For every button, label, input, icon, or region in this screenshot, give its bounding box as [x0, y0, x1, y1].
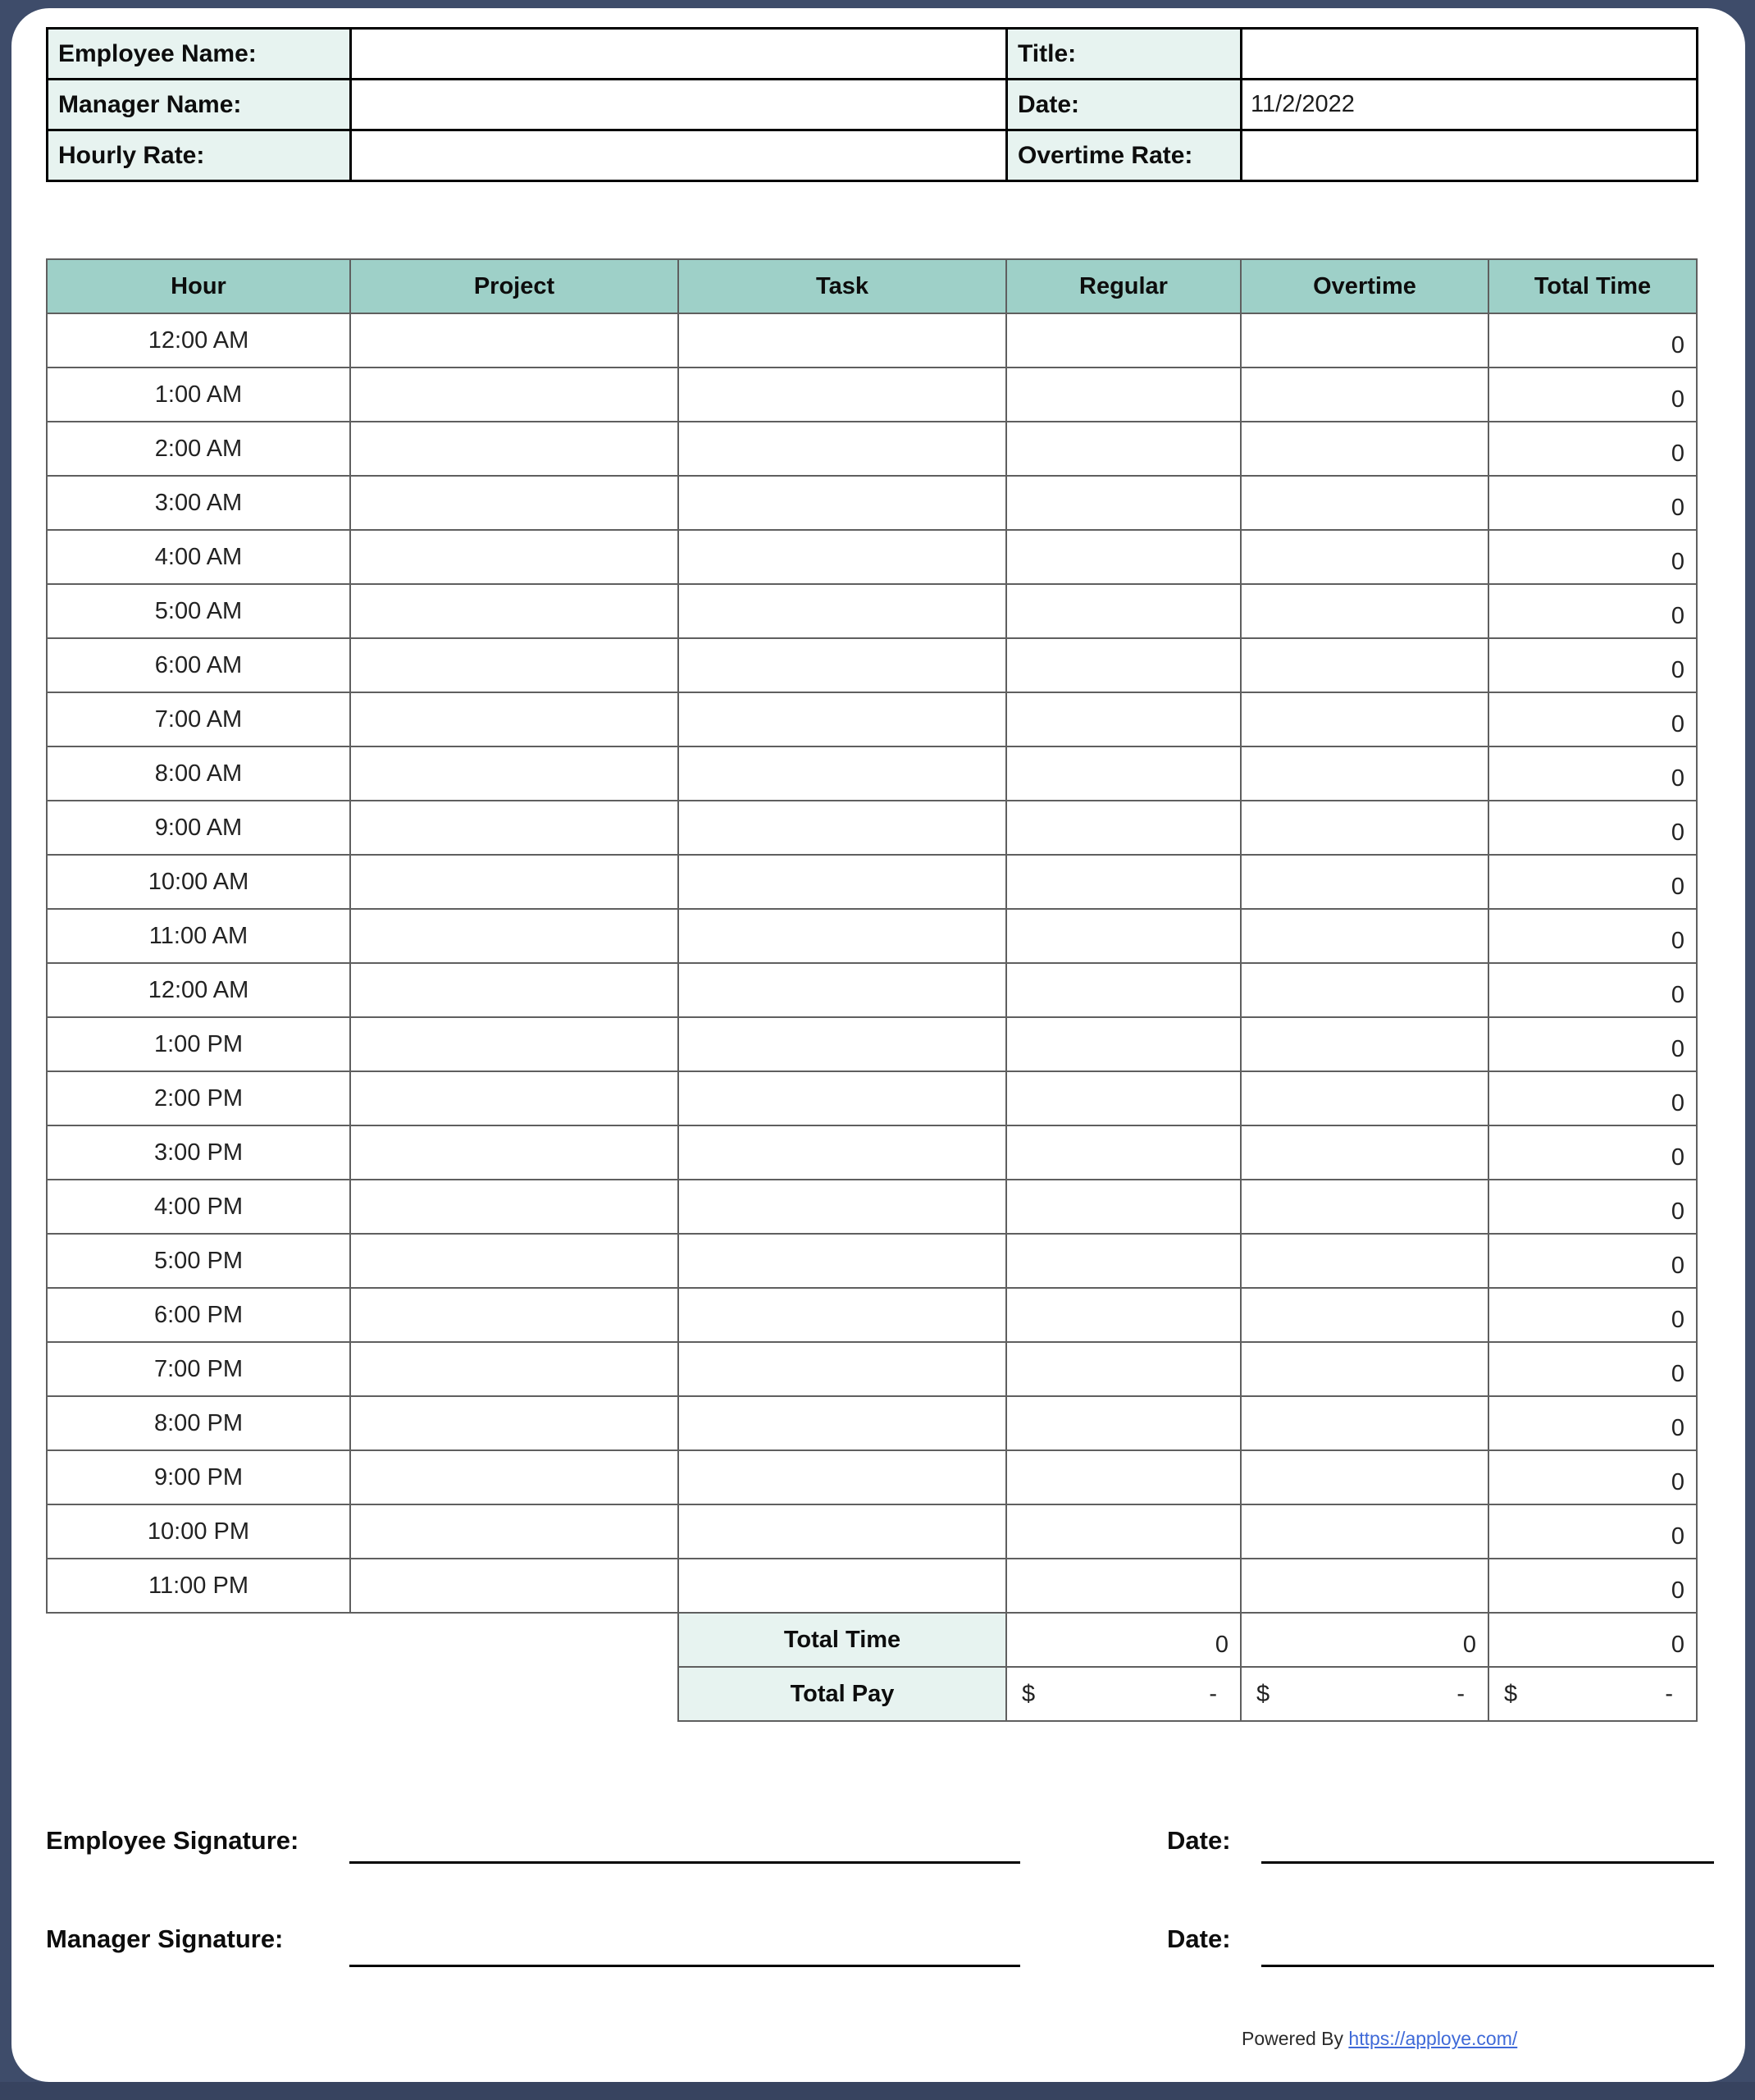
project-cell[interactable] [351, 910, 679, 964]
total-time-value: 0 [1489, 1289, 1698, 1343]
regular-cell[interactable] [1007, 747, 1242, 801]
overtime-cell[interactable] [1242, 639, 1489, 693]
overtime-cell[interactable] [1242, 856, 1489, 910]
column-header-hour: Hour [48, 260, 351, 314]
total-time-value: 0 [1489, 1451, 1698, 1505]
overtime-cell[interactable] [1242, 964, 1489, 1018]
manager-signature-label: Manager Signature: [46, 1924, 284, 1953]
manager-name-label: Manager Name: [48, 80, 352, 131]
hour-label: 9:00 PM [48, 1451, 351, 1505]
task-cell[interactable] [679, 693, 1007, 747]
regular-cell[interactable] [1007, 856, 1242, 910]
regular-cell[interactable] [1007, 1235, 1242, 1289]
overtime-cell[interactable] [1242, 1397, 1489, 1451]
project-cell[interactable] [351, 368, 679, 422]
hourly-rate-value[interactable] [352, 131, 1008, 182]
manager-signature-line [349, 1965, 1020, 1967]
total-time-value: 0 [1489, 422, 1698, 477]
total-time-value: 0 [1489, 801, 1698, 856]
regular-cell[interactable] [1007, 1397, 1242, 1451]
total-time-value: 0 [1489, 585, 1698, 639]
regular-cell[interactable] [1007, 639, 1242, 693]
overtime-cell[interactable] [1242, 693, 1489, 747]
project-cell[interactable] [351, 1289, 679, 1343]
employee-name-value[interactable] [352, 30, 1008, 80]
employee-signature-label: Employee Signature: [46, 1826, 299, 1855]
total-time-value: 0 [1489, 1505, 1698, 1559]
total-time-value: 0 [1489, 1180, 1698, 1235]
column-header-task: Task [679, 260, 1007, 314]
total-time-value: 0 [1489, 964, 1698, 1018]
total-time-total-value: 0 [1489, 1614, 1698, 1668]
regular-cell[interactable] [1007, 368, 1242, 422]
overtime-cell[interactable] [1242, 477, 1489, 531]
project-cell[interactable] [351, 531, 679, 585]
regular-cell[interactable] [1007, 1451, 1242, 1505]
project-cell[interactable] [351, 1505, 679, 1559]
column-header-project: Project [351, 260, 679, 314]
total-time-value: 0 [1489, 477, 1698, 531]
total-time-value: 0 [1489, 693, 1698, 747]
project-cell[interactable] [351, 1559, 679, 1614]
task-cell[interactable] [679, 477, 1007, 531]
overtime-rate-value[interactable] [1242, 131, 1698, 182]
task-cell[interactable] [679, 1397, 1007, 1451]
project-cell[interactable] [351, 1072, 679, 1126]
project-cell[interactable] [351, 801, 679, 856]
amount-dash: - [1209, 1680, 1217, 1707]
overtime-cell[interactable] [1242, 368, 1489, 422]
hour-label: 9:00 AM [48, 801, 351, 856]
hour-label: 1:00 AM [48, 368, 351, 422]
dollar-sign: $ [1504, 1680, 1518, 1707]
project-cell[interactable] [351, 314, 679, 368]
hour-label: 6:00 AM [48, 639, 351, 693]
task-cell[interactable] [679, 964, 1007, 1018]
hour-label: 4:00 AM [48, 531, 351, 585]
total-time-value: 0 [1489, 639, 1698, 693]
hour-label: 10:00 AM [48, 856, 351, 910]
column-header-regular: Regular [1007, 260, 1242, 314]
task-cell[interactable] [679, 1126, 1007, 1180]
regular-cell[interactable] [1007, 964, 1242, 1018]
regular-cell[interactable] [1007, 801, 1242, 856]
task-cell[interactable] [679, 639, 1007, 693]
overtime-cell[interactable] [1242, 1018, 1489, 1072]
task-cell[interactable] [679, 585, 1007, 639]
summary-table [677, 1612, 1698, 1722]
overtime-cell[interactable] [1242, 1235, 1489, 1289]
total-time-value: 0 [1489, 1072, 1698, 1126]
amount-dash: - [1665, 1680, 1673, 1707]
task-cell[interactable] [679, 747, 1007, 801]
column-header-total-time: Total Time [1489, 260, 1698, 314]
project-cell[interactable] [351, 1126, 679, 1180]
powered-by-text: Powered By [1242, 2028, 1344, 2049]
total-time-value: 0 [1489, 531, 1698, 585]
total-time-label: Total Time [679, 1614, 1007, 1668]
regular-cell[interactable] [1007, 585, 1242, 639]
hour-label: 8:00 AM [48, 747, 351, 801]
hour-label: 8:00 PM [48, 1397, 351, 1451]
hour-label: 12:00 AM [48, 964, 351, 1018]
hour-label: 7:00 PM [48, 1343, 351, 1397]
total-pay-label: Total Pay [679, 1668, 1007, 1722]
hour-label: 3:00 AM [48, 477, 351, 531]
overtime-rate-label: Overtime Rate: [1008, 131, 1242, 182]
total-time-overtime-value: 0 [1242, 1614, 1489, 1668]
total-time-value: 0 [1489, 368, 1698, 422]
regular-cell[interactable] [1007, 422, 1242, 477]
total-pay-regular-value [1007, 1668, 1242, 1722]
overtime-cell[interactable] [1242, 910, 1489, 964]
regular-cell[interactable] [1007, 1343, 1242, 1397]
total-time-value: 0 [1489, 747, 1698, 801]
employee-date-line [1261, 1861, 1714, 1864]
hour-label: 6:00 PM [48, 1289, 351, 1343]
overtime-cell[interactable] [1242, 1343, 1489, 1397]
task-cell[interactable] [679, 856, 1007, 910]
apploye-link[interactable]: https://apploye.com/ [1348, 2028, 1518, 2049]
overtime-cell[interactable] [1242, 1072, 1489, 1126]
regular-cell[interactable] [1007, 1289, 1242, 1343]
overtime-cell[interactable] [1242, 1451, 1489, 1505]
task-cell[interactable] [679, 1343, 1007, 1397]
hour-label: 12:00 AM [48, 314, 351, 368]
task-cell[interactable] [679, 1235, 1007, 1289]
amount-dash: - [1456, 1680, 1465, 1707]
manager-name-value[interactable] [352, 80, 1008, 131]
regular-cell[interactable] [1007, 477, 1242, 531]
date-value[interactable]: 11/2/2022 [1242, 80, 1698, 131]
hour-label: 3:00 PM [48, 1126, 351, 1180]
task-cell[interactable] [679, 1505, 1007, 1559]
regular-cell[interactable] [1007, 531, 1242, 585]
regular-cell[interactable] [1007, 1018, 1242, 1072]
footer [1242, 2028, 1517, 2050]
project-cell[interactable] [351, 585, 679, 639]
date-label: Date: [1008, 80, 1242, 131]
task-cell[interactable] [679, 1180, 1007, 1235]
info-table [46, 27, 1698, 182]
total-time-value: 0 [1489, 1126, 1698, 1180]
project-cell[interactable] [351, 639, 679, 693]
title-value[interactable] [1242, 30, 1698, 80]
project-cell[interactable] [351, 1451, 679, 1505]
employee-name-label: Employee Name: [48, 30, 352, 80]
total-time-value: 0 [1489, 1343, 1698, 1397]
total-pay-total-value [1489, 1668, 1698, 1722]
project-cell[interactable] [351, 477, 679, 531]
manager-date-label: Date: [1167, 1924, 1231, 1953]
project-cell[interactable] [351, 1343, 679, 1397]
regular-cell[interactable] [1007, 1559, 1242, 1614]
column-header-overtime: Overtime [1242, 260, 1489, 314]
total-time-value: 0 [1489, 856, 1698, 910]
project-cell[interactable] [351, 856, 679, 910]
project-cell[interactable] [351, 693, 679, 747]
regular-cell[interactable] [1007, 1126, 1242, 1180]
project-cell[interactable] [351, 747, 679, 801]
total-time-value: 0 [1489, 910, 1698, 964]
task-cell[interactable] [679, 801, 1007, 856]
hour-label: 5:00 PM [48, 1235, 351, 1289]
total-time-value: 0 [1489, 1018, 1698, 1072]
project-cell[interactable] [351, 1235, 679, 1289]
overtime-cell[interactable] [1242, 1126, 1489, 1180]
timesheet-table [46, 258, 1698, 1614]
overtime-cell[interactable] [1242, 422, 1489, 477]
frame-bottom-strip [0, 2082, 1755, 2100]
overtime-cell[interactable] [1242, 801, 1489, 856]
task-cell[interactable] [679, 531, 1007, 585]
project-cell[interactable] [351, 1018, 679, 1072]
task-cell[interactable] [679, 1072, 1007, 1126]
overtime-cell[interactable] [1242, 1505, 1489, 1559]
task-cell[interactable] [679, 1018, 1007, 1072]
hour-label: 10:00 PM [48, 1505, 351, 1559]
hour-label: 4:00 PM [48, 1180, 351, 1235]
dollar-sign: $ [1256, 1680, 1270, 1707]
hour-label: 11:00 AM [48, 910, 351, 964]
hourly-rate-label: Hourly Rate: [48, 131, 352, 182]
project-cell[interactable] [351, 422, 679, 477]
project-cell[interactable] [351, 1180, 679, 1235]
overtime-cell[interactable] [1242, 314, 1489, 368]
project-cell[interactable] [351, 964, 679, 1018]
overtime-cell[interactable] [1242, 531, 1489, 585]
overtime-cell[interactable] [1242, 1559, 1489, 1614]
regular-cell[interactable] [1007, 1505, 1242, 1559]
task-cell[interactable] [679, 422, 1007, 477]
employee-date-label: Date: [1167, 1826, 1231, 1855]
hour-label: 11:00 PM [48, 1559, 351, 1614]
title-label: Title: [1008, 30, 1242, 80]
hour-label: 2:00 PM [48, 1072, 351, 1126]
task-cell[interactable] [679, 910, 1007, 964]
overtime-cell[interactable] [1242, 585, 1489, 639]
task-cell[interactable] [679, 1451, 1007, 1505]
regular-cell[interactable] [1007, 1072, 1242, 1126]
regular-cell[interactable] [1007, 314, 1242, 368]
project-cell[interactable] [351, 1397, 679, 1451]
manager-date-line [1261, 1965, 1714, 1967]
dollar-sign: $ [1022, 1680, 1036, 1707]
hour-label: 2:00 AM [48, 422, 351, 477]
regular-cell[interactable] [1007, 1180, 1242, 1235]
regular-cell[interactable] [1007, 910, 1242, 964]
hour-label: 1:00 PM [48, 1018, 351, 1072]
regular-cell[interactable] [1007, 693, 1242, 747]
hour-label: 5:00 AM [48, 585, 351, 639]
overtime-cell[interactable] [1242, 747, 1489, 801]
employee-signature-line [349, 1861, 1020, 1864]
total-time-value: 0 [1489, 314, 1698, 368]
task-cell[interactable] [679, 1289, 1007, 1343]
overtime-cell[interactable] [1242, 1180, 1489, 1235]
task-cell[interactable] [679, 1559, 1007, 1614]
task-cell[interactable] [679, 368, 1007, 422]
total-time-regular-value: 0 [1007, 1614, 1242, 1668]
timesheet-page [11, 8, 1745, 2082]
overtime-cell[interactable] [1242, 1289, 1489, 1343]
total-time-value: 0 [1489, 1235, 1698, 1289]
total-pay-overtime-value [1242, 1668, 1489, 1722]
total-time-value: 0 [1489, 1559, 1698, 1614]
hour-label: 7:00 AM [48, 693, 351, 747]
task-cell[interactable] [679, 314, 1007, 368]
total-time-value: 0 [1489, 1397, 1698, 1451]
